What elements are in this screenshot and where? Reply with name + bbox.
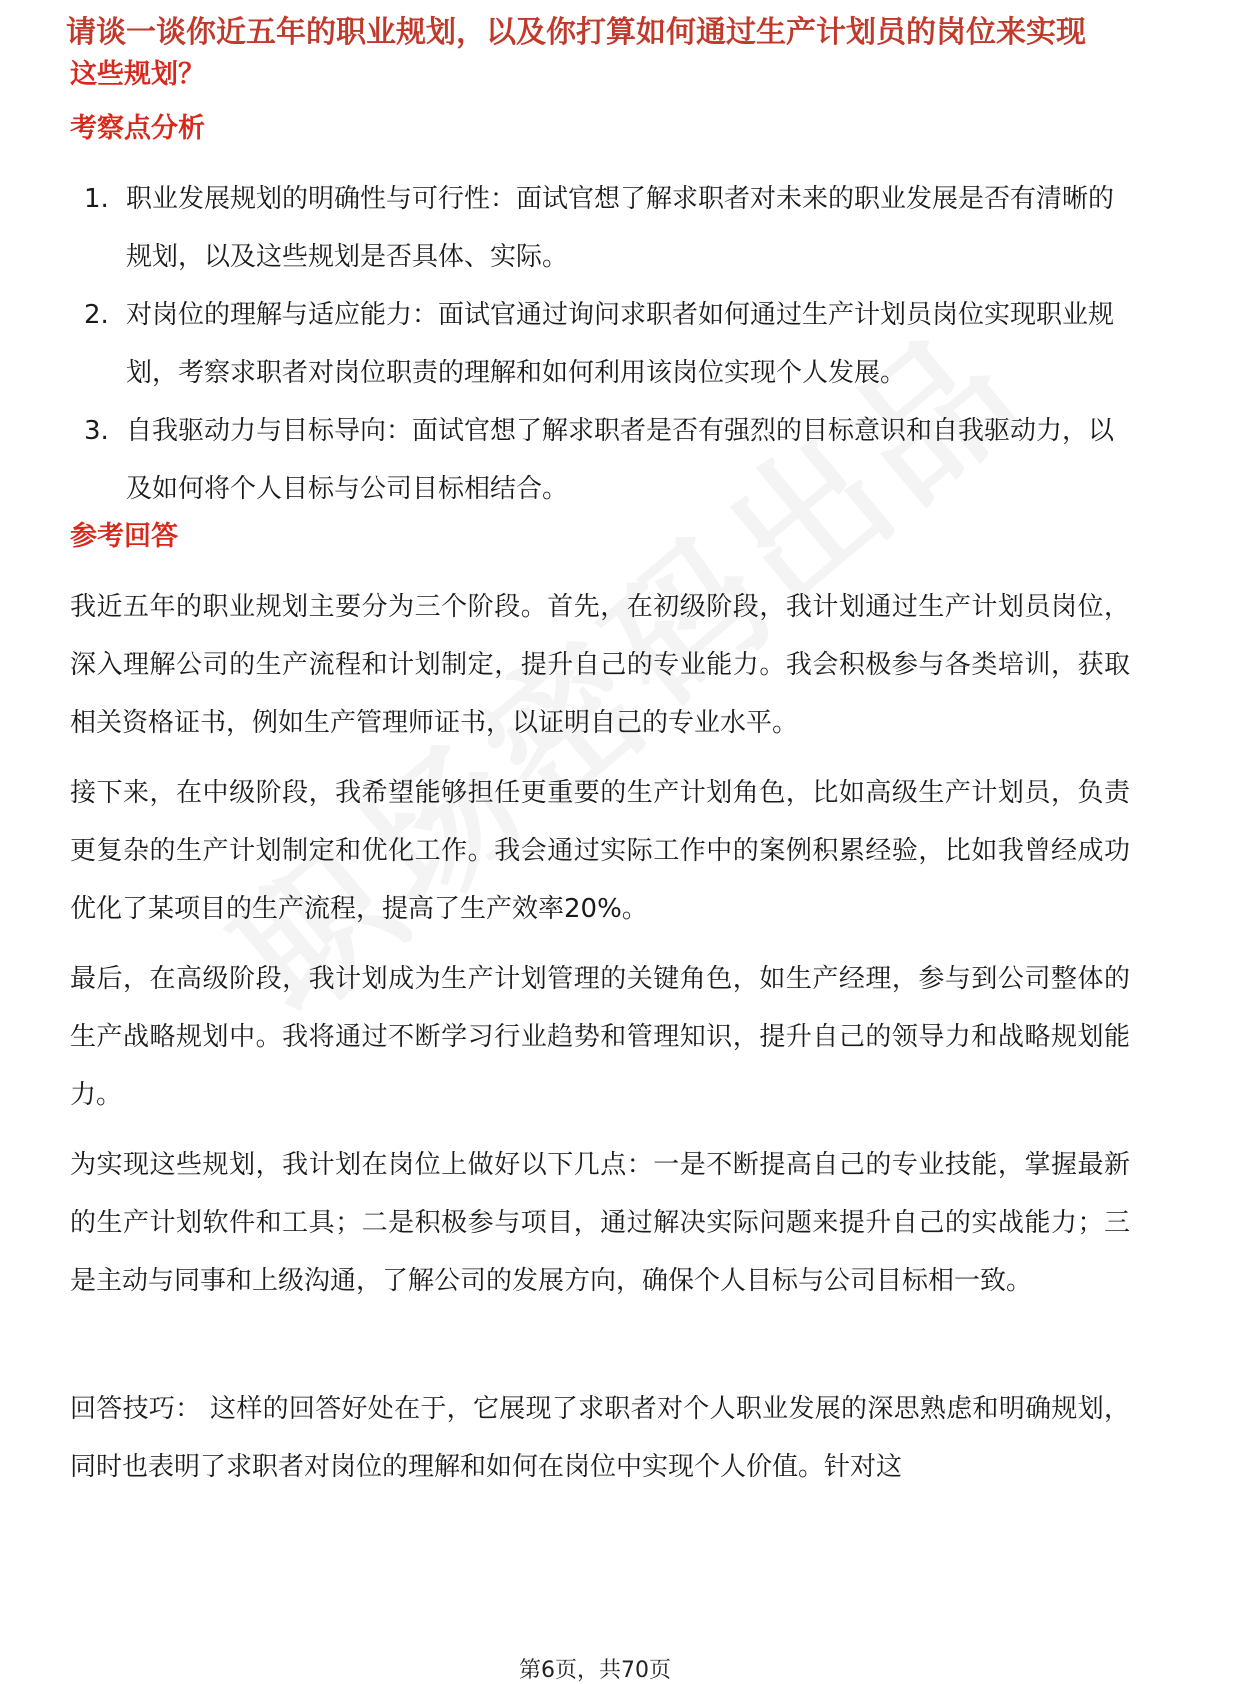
item-text: 自我驱动力与目标导向：面试官想了解求职者是否有强烈的目标意识和自我驱动力，以及如何将个人目标与公司目标相结合。 (126, 416, 1115, 504)
analysis-item (70, 402, 1120, 518)
cut-off-question-text: 请谈一谈你近五年的职业规划，以及你打算如何通过生产计划员的岗位来实现 (66, 15, 1086, 50)
analysis-heading: 考察点分析 (70, 113, 205, 144)
analysis-list (70, 170, 1120, 518)
item-number: 2. (84, 300, 109, 330)
answer-paragraph: 为实现这些规划，我计划在岗位上做好以下几点：一是不断提高自己的专业技能，掌握最新的生产计划软件和工具；二是积极参与项目，通过解决实际问题来提升自己的实战能力；三是主动与同事和上级沟通，了解公司的发展方向，确保个人目标与公司目标相一致。 (70, 1150, 1130, 1296)
item-number: 1. (84, 184, 109, 214)
answer-paragraph: 我近五年的职业规划主要分为三个阶段。首先，在初级阶段，我计划通过生产计划员岗位，深入理解公司的生产流程和计划制定，提升自己的专业能力。我会积极参与各类培训，获取相关资格证书，例如生产管理师证书，以证明自己的专业水平。 (70, 592, 1130, 738)
answer-tip-paragraph: 回答技巧： 这样的回答好处在于，它展现了求职者对个人职业发展的深思熟虑和明确规划，同时也表明了求职者对岗位的理解和如何在岗位中实现个人价值。针对这 (70, 1394, 1130, 1482)
analysis-item (70, 170, 1120, 286)
item-text: 对岗位的理解与适应能力：面试官通过询问求职者如何通过生产计划员岗位实现职业规划，考察求职者对岗位职责的理解和如何利用该岗位实现个人发展。 (126, 300, 1115, 388)
answer-paragraph: 接下来，在中级阶段，我希望能够担任更重要的生产计划角色，比如高级生产计划员，负责更复杂的生产计划制定和优化工作。我会通过实际工作中的案例积累经验，比如我曾经成功优化了某项目的生产流程，提高了生产效率20%。 (70, 778, 1130, 924)
item-number: 3. (84, 416, 109, 446)
answer-heading: 参考回答 (70, 521, 178, 552)
cut-off-question-line (66, 15, 1116, 54)
analysis-item (70, 286, 1120, 402)
answer-paragraph: 最后，在高级阶段，我计划成为生产计划管理的关键角色，如生产经理，参与到公司整体的生产战略规划中。我将通过不断学习行业趋势和管理知识，提升自己的领导力和战略规划能力。 (70, 964, 1130, 1110)
page-number-footer: 第6页，共70页 (519, 1658, 671, 1683)
question-tail: 这些规划？ (70, 59, 205, 90)
item-text: 职业发展规划的明确性与可行性：面试官想了解求职者对未来的职业发展是否有清晰的规划，以及这些规划是否具体、实际。 (126, 184, 1115, 272)
